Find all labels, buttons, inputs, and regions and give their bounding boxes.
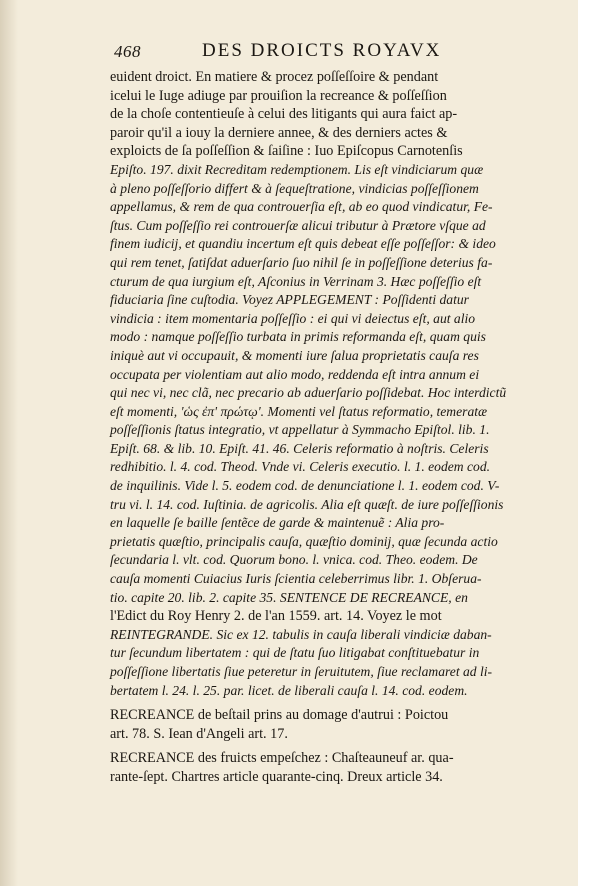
text-line: l'Edict du Roy Henry 2. de l'an 1559. art. 14. Voyez le mot <box>110 608 442 625</box>
text-line: en laquelle ſe baille ſentẽce de garde & maintenuẽ : Alia pro- <box>110 515 445 531</box>
text-line: ſecundaria l. vlt. cod. Quorum bono. l. vnica. cod. Theo. eodem. De <box>110 552 478 568</box>
text-line: poſſeſſionis ſtatus integratio, vt appellatur à Symmacho Epiſtol. lib. 1. <box>110 422 490 438</box>
text-line: tur ſecundum libertatem : qui de ſtatu ſuo litigabat conſtituebatur in <box>110 645 480 661</box>
text-line: occupata per violentiam aut alio modo, reddenda eſt intra annum ei <box>110 366 480 382</box>
text-line: ſtus. Cum poſſeſſio rei controuerſæ alicui tributur à Prætore vſque ad <box>110 217 486 233</box>
text-line: RECREANCE de beſtail prins au domage d'autrui : Poictou <box>110 707 449 724</box>
text-line: bertatem l. 24. l. 25. par. licet. de liberali cauſa l. 14. cod. eodem. <box>110 682 468 698</box>
text-line: appellamus, & rem de qua controuerſia eſt, ab eo quod vindicatur, Fe- <box>110 199 493 215</box>
text-line: tru vi. l. 14. cod. Iuſtinia. de agricolis. Alia eſt quæſt. de iure poſſeſſionis <box>110 496 504 512</box>
body-text <box>110 68 530 787</box>
text-line: redhibitio. l. 4. cod. Theod. Vnde vi. Celeris executio. l. 1. eodem cod. <box>110 459 491 475</box>
text-line: euident droict. En matiere & procez poſſeſſoire & pendant <box>110 69 439 85</box>
text-line: cauſa momenti Cuiacius Iuris ſcientia celeberrimus libr. 1. Obſerua- <box>110 571 482 587</box>
page-number: 468 <box>114 42 141 61</box>
text-line: de la choſe contentieuſe à celui des litigants qui aura faict ap- <box>110 106 458 123</box>
text-line: RECREANCE des fruicts empeſchez : Chaſteauneuf ar. qua- <box>110 750 454 767</box>
text-line: modo : namque poſſeſſio turbata in primis reformanda eſt, quam quis <box>110 329 486 345</box>
text-line: cturum de qua iurgium eſt, Aſconius in Verrinam 3. Hæc poſſeſſio eſt <box>110 273 482 289</box>
text-line: iniquè aut vi occupauit, & momenti iure ſalua proprietatis cauſa res <box>110 347 479 363</box>
text-line: paroir qu'il a iouy la derniere annee, & des derniers actes & <box>110 124 448 141</box>
text-line: fiduciaria ſine cuſtodia. Voyez APPLEGEMENT : Poſſidenti datur <box>110 292 469 308</box>
text-line: qui rem tenet, ſatiſdat aduerſario ſuo nihil ſe in poſſeſſione deterius fa- <box>110 254 493 270</box>
text-line: finem iudicij, et quandiu incertum eſt quis debeat eſſe poſſeſſor: & ideo <box>110 236 496 252</box>
text-line: à pleno poſſeſſorio differt & à ſequeſtratione, vindicias poſſeſſionem <box>110 180 479 196</box>
text-line: Epiſto. 197. dixit Recreditam redemptionem. Lis eſt vindiciarum quæ <box>110 161 484 177</box>
text-line: vindicia : item momentaria poſſeſſio : ei qui vi deiectus eſt, aut alio <box>110 310 476 326</box>
text-line: art. 78. S. Iean d'Angeli art. 17. <box>110 725 288 742</box>
text-line: icelui le Iuge adiuge par prouiſion la recreance & poſſeſſion <box>110 87 447 104</box>
running-head: DES DROICTS ROYAVX <box>202 40 442 61</box>
text-line: prietatis quæſtio, principalis cauſa, quæſtio dominij, quæ ſecunda actio <box>110 533 498 549</box>
text-line: tio. capite 20. lib. 2. capite 35. SENTENCE DE RECREANCE, en <box>110 589 468 605</box>
text-line: eſt momenti, 'ὡς ἐπ' πρώτῳ'. Momenti vel ſtatus reformatio, temeratæ <box>110 403 488 419</box>
text-line: REINTEGRANDE. Sic ex 12. tabulis in cauſa liberali vindiciæ daban- <box>110 626 492 642</box>
text-line: poſſeſſione libertatis ſiue peteretur in ſeruitutem, ſiue reclamaret ad li- <box>110 664 493 679</box>
text-line: de inquilinis. Vide l. 5. eodem cod. de denunciatione l. 1. eodem cod. V- <box>110 478 500 494</box>
binding-shadow <box>0 0 18 886</box>
page-edge <box>578 0 600 886</box>
page-header <box>114 40 534 68</box>
text-line: Epiſt. 68. & lib. 10. Epiſt. 41. 46. Celeris reformatio à noſtris. Celeris <box>110 440 489 456</box>
text-line: exploicts de ſa poſſeſſion & ſaiſine : Iuo Epiſcopus Carnotenſis <box>110 143 463 160</box>
text-line: qui nec vi, nec clã, nec precario ab aduerſario poſſidebat. Hoc interdictũ <box>110 385 507 401</box>
text-line: rante-ſept. Chartres article quarante-cinq. Dreux article 34. <box>110 768 443 785</box>
